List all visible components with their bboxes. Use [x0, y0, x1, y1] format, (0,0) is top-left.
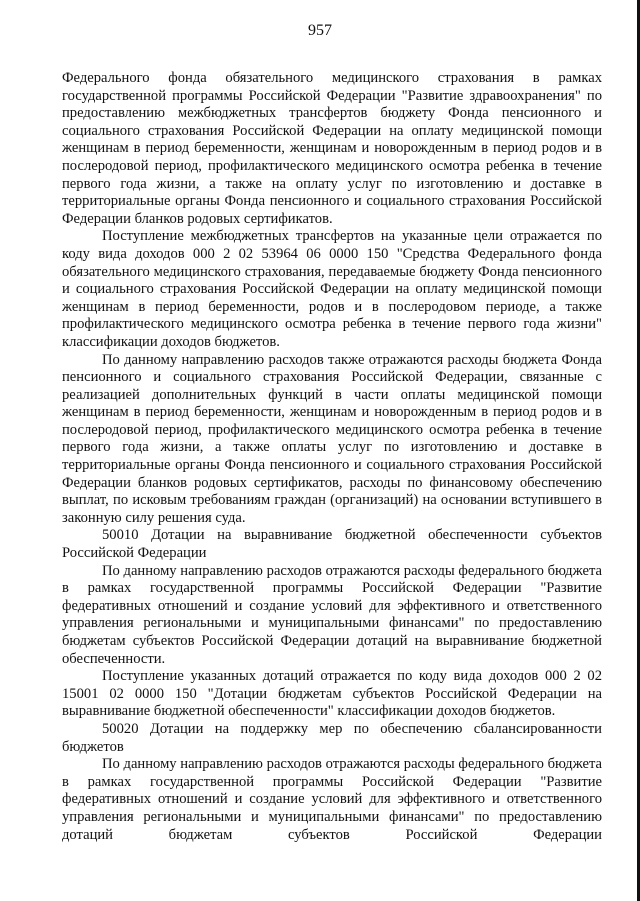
paragraph-additional-expenses: По данному направлению расходов также отражаются расходы бюджета Фонда пенсионного и социального страхования Российской Федерации, связанные с реализацией дополнительных функций в части оплаты медицинской помощи женщинам в период беременности, женщинам и новорожденным в период родов и в послеродовой период, профилактического медицинского осмотра ребенка в течение первого года жизни, а также оплаты услуг по изготовлению и доставке в территориальные органы Фонда пенсионного и социального страхования Российской Федерации бланков родовых сертификатов, расходы по финансовому обеспечению выплат, по исковым требованиям граждан (организаций) на основании вступившего в законную силу решения суда.	[62, 351, 602, 526]
paragraph-receipt-transfers: Поступление межбюджетных трансфертов на указанные цели отражается по коду вида доходов 000 2 02 53964 06 0000 150 "Средства Федерального фонда обязательного медицинского страхования, передаваемые бюджету Фонда пенсионного и социального страхования Российской Федерации на оплату медицинской помощи женщинам в период беременности, родов и в послеродовом периоде, а также профилактического медицинского осмотра ребенка в течение первого года жизни" классификации доходов бюджетов.	[62, 228, 602, 350]
section-heading-50020: 50020 Дотации на поддержку мер по обеспечению сбалансированности бюджетов	[62, 720, 602, 755]
section-heading-50010: 50010 Дотации на выравнивание бюджетной обеспеченности субъектов Российской Федерации	[62, 527, 602, 562]
page-number: 957	[308, 22, 332, 39]
paragraph-50010-description: По данному направлению расходов отражаются расходы федерального бюджета в рамках государственной программы Российской Федерации "Развитие федеративных отношений и создание условий для эффективного и ответственного управления региональными и муниципальными финансами" по предоставлению бюджетам субъектов Российской Федерации дотаций на выравнивание бюджетной обеспеченности.	[62, 562, 602, 667]
paragraph-50020-description: По данному направлению расходов отражаются расходы федерального бюджета в рамках государственной программы Российской Федерации "Развитие федеративных отношений и создание условий для эффективного и ответственного управления региональными и муниципальными финансами" по предоставлению дотаций бюджетам субъектов Российской Федерации	[62, 756, 602, 843]
paragraph-continuation: Федерального фонда обязательного медицинского страхования в рамках государственной программы Российской Федерации "Развитие здравоохранения" по предоставлению межбюджетных трансфертов бюджету Фонда пенсионного и социального страхования Российской Федерации на оплату медицинской помощи женщинам в период беременности, женщинам и новорожденным в период родов и в послеродовой период, профилактического медицинского осмотра ребенка в течение первого года жизни, а также на оплату услуг по изготовлению и доставке в территориальные органы Фонда пенсионного и социального страхования Российской Федерации бланков родовых сертификатов.	[62, 70, 602, 227]
paragraph-50010-receipt: Поступление указанных дотаций отражается по коду вида доходов 000 2 02 15001 02 0000 150 "Дотации бюджетам субъектов Российской Федерации на выравнивание бюджетной обеспеченности" классификации доходов бюджетов.	[62, 668, 602, 720]
document-body	[62, 70, 602, 844]
